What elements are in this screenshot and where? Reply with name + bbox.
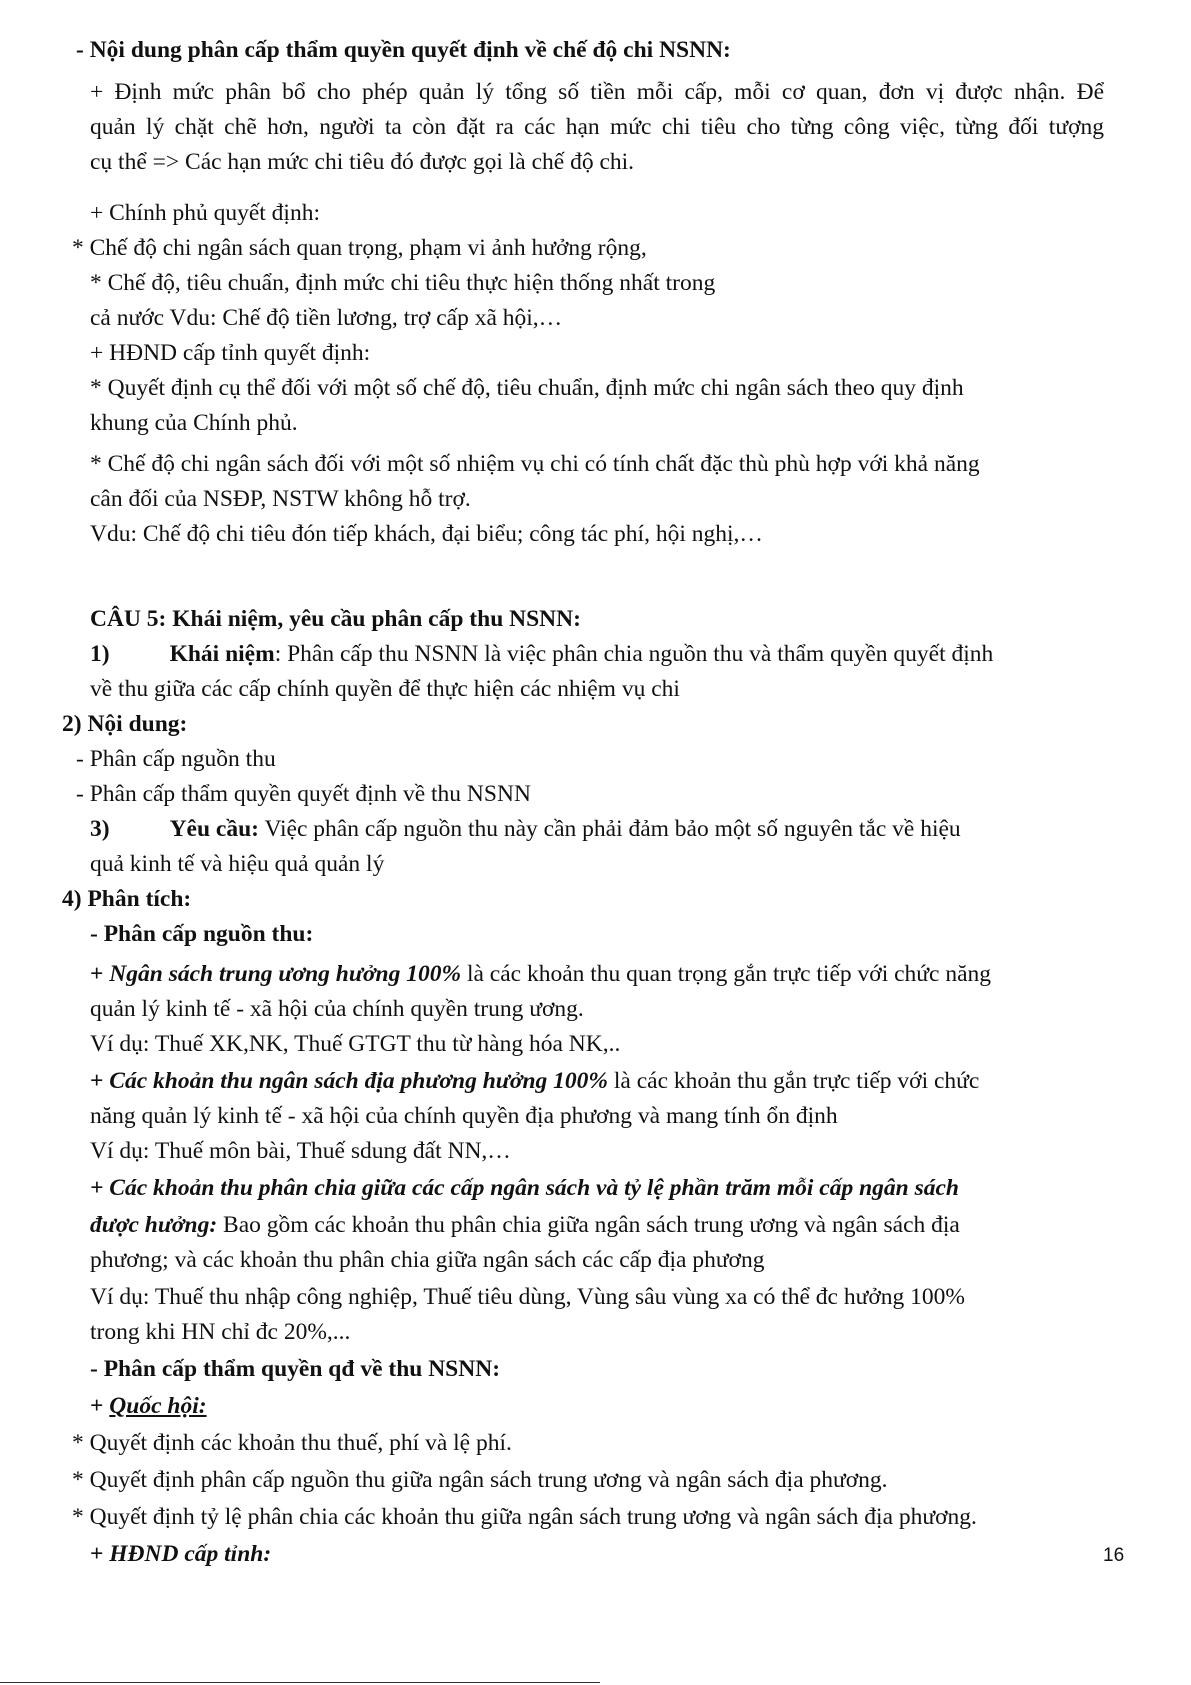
- item-text: : Phân cấp thu NSNN là việc phân chia nguồn thu và thẩm quyền quyết định: [274, 641, 994, 667]
- text-line: cả nước Vdu: Chế độ tiền lương, trợ cấp xã hội,…: [90, 305, 563, 331]
- body-text: Bao gồm các khoản thu phân chia giữa ngân sách trung ương và ngân sách địa: [223, 1212, 960, 1238]
- item-number: 1): [90, 641, 110, 667]
- item-label: Khái niệm: [169, 641, 275, 667]
- text-line: cụ thể => Các hạn mức chi tiêu đó được gọi là chế độ chi.: [90, 149, 635, 175]
- emphasis-text: Các khoản thu ngân sách địa phương hưởng 100%: [109, 1068, 608, 1094]
- text-line: quả kinh tế và hiệu quả quản lý: [90, 851, 385, 877]
- bullet-line: * Quyết định cụ thể đối với một số chế độ, tiêu chuẩn, định mức chi ngân sách theo quy định: [90, 375, 964, 401]
- body-text: là các khoản thu gắn trực tiếp với chức: [613, 1068, 980, 1094]
- item-number: 2): [62, 711, 82, 737]
- plus-marker: +: [90, 961, 104, 987]
- text-line: Ví dụ: Thuế XK,NK, Thuế GTGT thu từ hàng hóa NK,..: [90, 1031, 621, 1057]
- text-line: [90, 1067, 979, 1095]
- numbered-item: [62, 710, 187, 738]
- text-line: [90, 1211, 960, 1239]
- numbered-item: [90, 815, 961, 843]
- text-line: về thu giữa các cấp chính quyền để thực hiện các nhiệm vụ chi: [90, 676, 680, 702]
- emphasis-text: Quốc hội:: [109, 1393, 207, 1419]
- plus-marker: +: [90, 1068, 104, 1094]
- text-line: trong khi HN chỉ đc 20%,...: [90, 1319, 351, 1345]
- bullet-line: * Chế độ chi ngân sách đối với một số nhiệm vụ chi có tính chất đặc thù phù hợp với khả năng: [90, 451, 980, 477]
- emphasis-text: được hưởng:: [90, 1212, 218, 1238]
- numbered-item: 4) Phân tích:: [62, 886, 192, 912]
- page-number: 16: [1103, 1545, 1125, 1566]
- emphasis-line: + Các khoản thu phân chia giữa các cấp ngân sách và tỷ lệ phần trăm mỗi cấp ngân sách: [90, 1175, 959, 1201]
- item-label: Nội dung:: [87, 711, 188, 737]
- numbered-item: [90, 640, 993, 668]
- subheading-hdnd: [90, 1540, 271, 1568]
- footer-divider: [0, 1682, 600, 1683]
- text-line: phương; và các khoản thu phân chia giữa ngân sách các cấp địa phương: [90, 1247, 765, 1273]
- bullet-line: * Chế độ, tiêu chuẩn, định mức chi tiêu thực hiện thống nhất trong: [90, 270, 716, 296]
- subheading: - Phân cấp nguồn thu:: [90, 921, 314, 947]
- section-heading-spending-authority: - Nội dung phân cấp thẩm quyền quyết định về chế độ chi NSNN:: [76, 37, 731, 63]
- text-line: - Phân cấp nguồn thu: [76, 746, 276, 772]
- text-line: khung của Chính phủ.: [90, 410, 298, 436]
- item-label: Yêu cầu:: [169, 816, 259, 842]
- bullet-line: * Quyết định phân cấp nguồn thu giữa ngân sách trung ương và ngân sách địa phương.: [72, 1467, 888, 1493]
- bullet-line: * Chế độ chi ngân sách quan trọng, phạm vi ảnh hưởng rộng,: [72, 235, 647, 261]
- text-line: quản lý chặt chẽ hơn, người ta còn đặt ra các hạn mức chi tiêu cho từng công việc, từng đối tượng: [90, 114, 1104, 140]
- text-line: + Chính phủ quyết định:: [90, 200, 320, 226]
- question-heading: CÂU 5: Khái niệm, yêu cầu phân cấp thu NSNN:: [90, 606, 581, 632]
- text-line: năng quản lý kinh tế - xã hội của chính quyền địa phương và mang tính ổn định: [90, 1103, 838, 1129]
- emphasis-text: Ngân sách trung ương hưởng 100%: [109, 961, 462, 987]
- subheading: - Phân cấp thẩm quyền qđ về thu NSNN:: [90, 1356, 501, 1382]
- plus-marker: +: [90, 1393, 104, 1419]
- item-number: 3): [90, 816, 110, 842]
- text-line: [90, 960, 991, 988]
- subheading-quoc-hoi: [90, 1392, 207, 1420]
- text-line: quản lý kinh tế - xã hội của chính quyền trung ương.: [90, 996, 584, 1022]
- text-line: cân đối của NSĐP, NSTW không hỗ trợ.: [90, 486, 471, 512]
- plus-marker: +: [90, 1541, 104, 1567]
- text-line: + Định mức phân bổ cho phép quản lý tổng số tiền mỗi cấp, mỗi cơ quan, đơn vị được nhận. Để: [90, 79, 1104, 105]
- bullet-line: * Quyết định các khoản thu thuế, phí và lệ phí.: [72, 1430, 512, 1456]
- text-line: Vdu: Chế độ chi tiêu đón tiếp khách, đại biểu; công tác phí, hội nghị,…: [90, 521, 763, 547]
- body-text: là các khoản thu quan trọng gắn trực tiếp với chức năng: [466, 961, 991, 987]
- text-line: + HĐND cấp tỉnh quyết định:: [90, 340, 371, 366]
- emphasis-text: HĐND cấp tỉnh:: [109, 1541, 272, 1567]
- text-line: Ví dụ: Thuế môn bài, Thuế sdung đất NN,…: [90, 1138, 511, 1164]
- text-line: Ví dụ: Thuế thu nhập công nghiệp, Thuế tiêu dùng, Vùng sâu vùng xa có thể đc hưởng 100%: [90, 1284, 965, 1310]
- bullet-line: * Quyết định tỷ lệ phân chia các khoản thu giữa ngân sách trung ương và ngân sách địa phương.: [72, 1504, 977, 1530]
- item-text: Việc phân cấp nguồn thu này cần phải đảm bảo một số nguyên tắc về hiệu: [264, 816, 961, 842]
- text-line: - Phân cấp thẩm quyền quyết định về thu NSNN: [76, 781, 531, 807]
